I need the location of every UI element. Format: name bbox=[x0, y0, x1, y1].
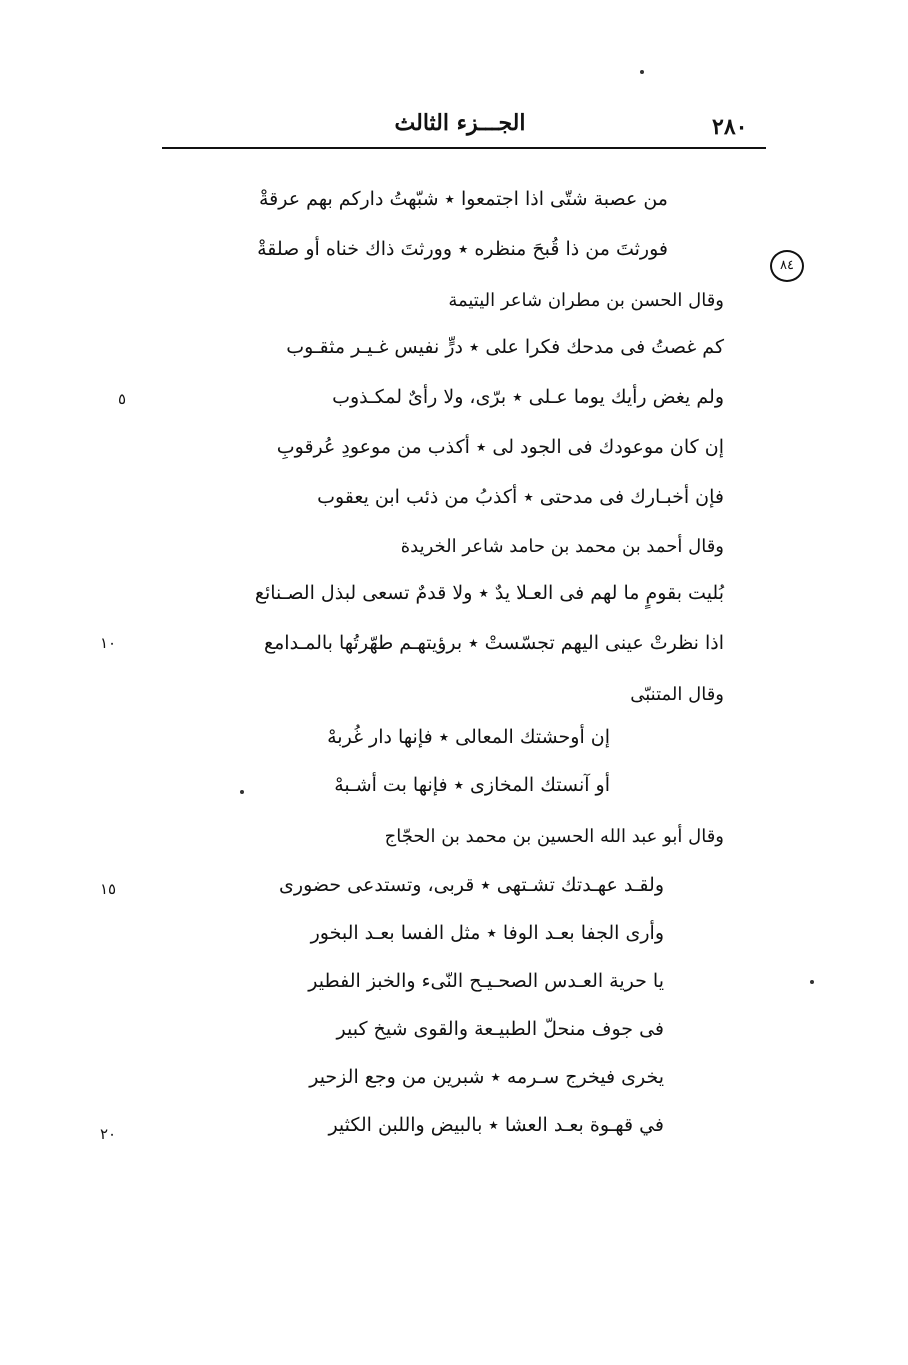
attribution-line: وقال المتنبّى bbox=[630, 684, 724, 705]
verse-line: كم غصتُ فى مدحك فكرا على ٭ درٍّ نفيس غـيـر مثقـوب bbox=[286, 336, 724, 358]
margin-page-mark: ٨٤ bbox=[770, 250, 804, 282]
attribution-line: وقال الحسن بن مطران شاعر اليتيمة bbox=[448, 290, 724, 311]
verse-line: فإن أخبـارك فى مدحتى ٭ أكذبُ من ذئب ابن يعقوب bbox=[317, 486, 724, 508]
attribution-line: وقال أحمد بن محمد بن حامد شاعر الخريدة bbox=[400, 536, 724, 557]
verse-line: يخرى فيخرج سـرمه ٭ شبرين من وجع الزحير bbox=[309, 1066, 664, 1088]
verse-line: ولم يغض رأيك يوما عـلى ٭ برّى، ولا رأىٌ لمكـذوب bbox=[332, 386, 724, 408]
verse-line: إن أوحشتك المعالى ٭ فإنها دار غُربهْ bbox=[327, 726, 610, 748]
attribution-line: وقال أبو عبد الله الحسين بن محمد بن الحجّاج bbox=[384, 826, 724, 847]
line-number-15: ١٥ bbox=[100, 880, 117, 898]
scan-speck bbox=[240, 790, 244, 794]
verse-line: فورثتَ من ذا قُبحَ منظره ٭ وورثتَ ذاك خناه أو صلقةْ bbox=[257, 238, 668, 260]
line-number-20: ٢٠ bbox=[100, 1125, 117, 1143]
scan-speck bbox=[810, 980, 814, 984]
line-number-10: ١٠ bbox=[100, 634, 117, 652]
scan-speck bbox=[640, 70, 644, 74]
line-number-5: ٥ bbox=[118, 390, 127, 408]
verse-line: في قهـوة بعـد العشا ٭ بالبيض واللبن الكثير bbox=[328, 1114, 664, 1136]
header-rule bbox=[162, 147, 766, 149]
page-title: الجـــزء الثالث bbox=[394, 110, 526, 136]
verse-line: فى جوف منحلّ الطبيـعة والقوى شيخ كبير bbox=[336, 1018, 664, 1040]
verse-line: ولقـد عهـدتك تشـتهى ٭ قربى، وتستدعى حضورى bbox=[279, 874, 664, 896]
verse-line: يا حرية العـدس الصحـيـح النّىء والخبز الفطير bbox=[308, 970, 664, 992]
verse-line: بُليت بقومٍ ما لهم فى العـلا يدٌ ٭ ولا قدمٌ تسعى لبذل الصـنائع bbox=[254, 582, 724, 604]
verse-line: أو آنستك المخازى ٭ فإنها بت أشـبهْ bbox=[334, 774, 610, 796]
verse-line: وأرى الجفا بعـد الوفا ٭ مثل الفسا بعـد البخور bbox=[310, 922, 664, 944]
verse-line: إن كان موعودك فى الجود لى ٭ أكذب من موعودِ عُرقوبِ bbox=[276, 436, 724, 458]
page-number: ٢٨٠ bbox=[712, 114, 748, 140]
verse-line: من عصبة شتّى اذا اجتمعوا ٭ شبّهتُ داركم بهم عرقةْ bbox=[258, 188, 668, 210]
verse-line: اذا نظرتْ عينى اليهم تجسّستْ ٭ برؤيتهـم طهّرتُها بالمـدامع bbox=[264, 632, 724, 654]
